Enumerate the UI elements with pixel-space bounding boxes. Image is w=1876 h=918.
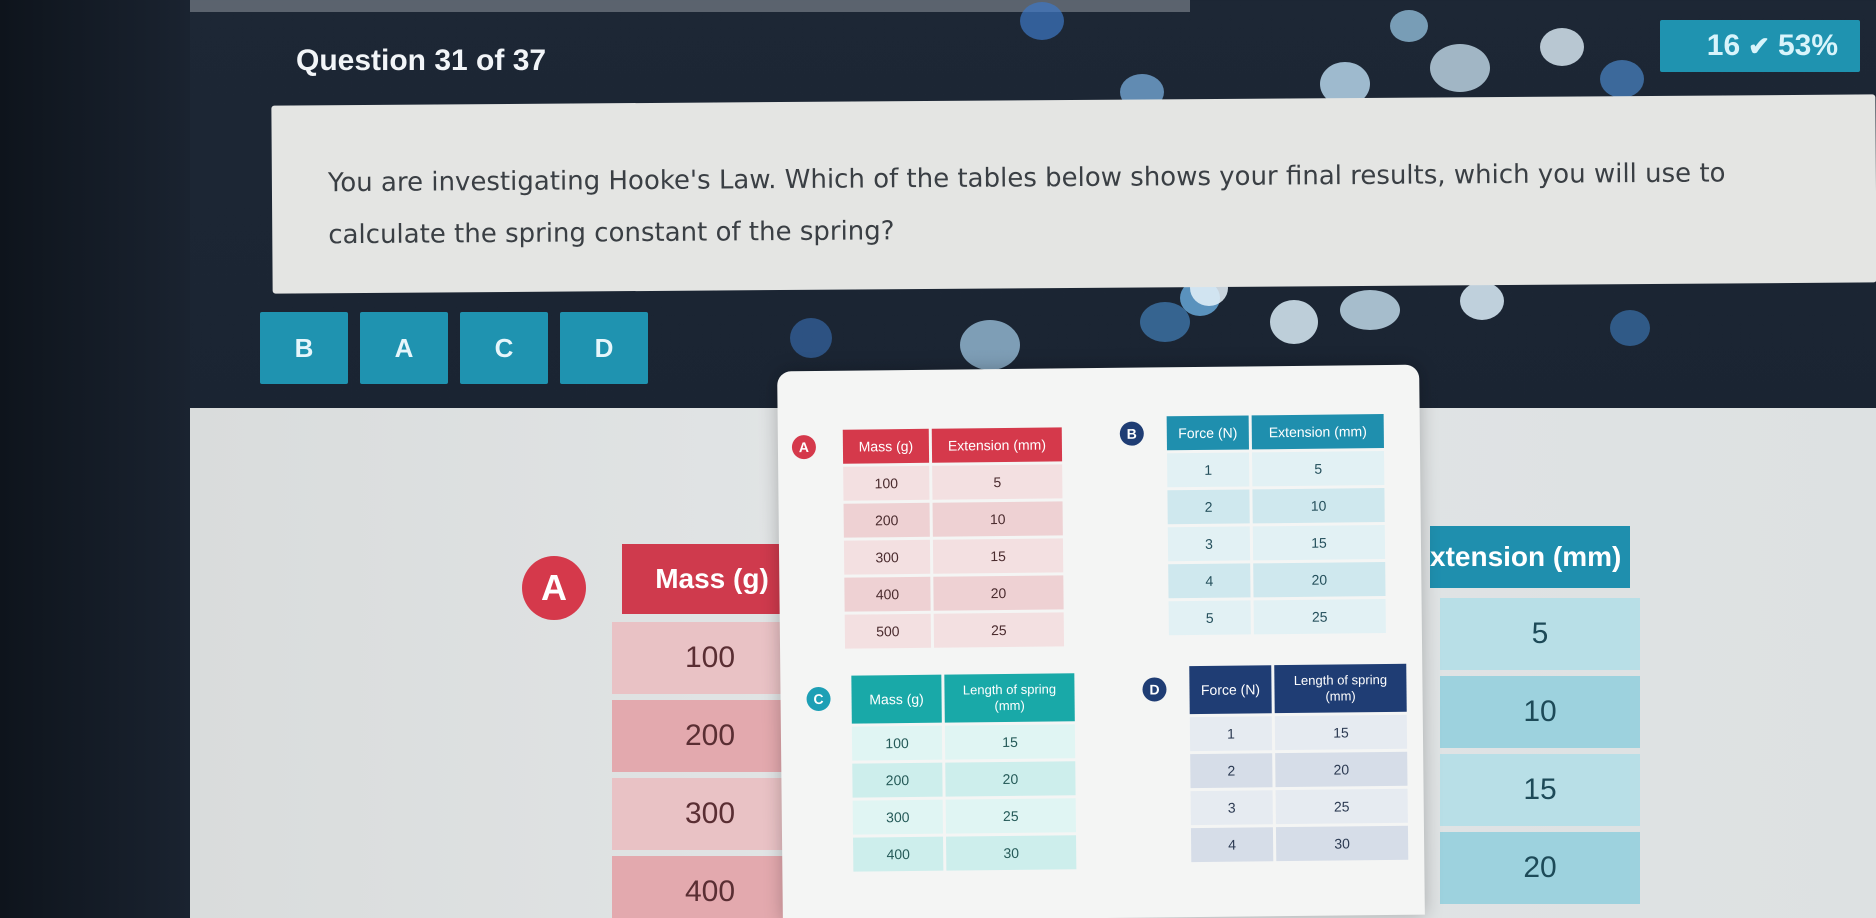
table-header: Force (N) bbox=[1189, 665, 1271, 714]
table-cell: 15 bbox=[1253, 525, 1385, 560]
bokeh-light bbox=[1610, 310, 1650, 346]
table-cell: 5 bbox=[932, 464, 1062, 499]
table-header: Length of spring (mm) bbox=[1274, 664, 1406, 713]
table-header: Mass (g) bbox=[843, 429, 929, 464]
tables-card bbox=[777, 365, 1425, 918]
table-cell: 300 bbox=[612, 778, 808, 850]
table-cell: 5 bbox=[1169, 600, 1251, 635]
table-cell: 3 bbox=[1191, 790, 1273, 825]
table-cell: 4 bbox=[1168, 563, 1250, 598]
table-cell: 200 bbox=[612, 700, 808, 772]
bokeh-light bbox=[1460, 282, 1504, 320]
table-cell: 3 bbox=[1168, 526, 1250, 561]
table-cell: 300 bbox=[844, 540, 930, 575]
table-cell: 1 bbox=[1190, 716, 1272, 751]
table-row bbox=[843, 464, 1062, 500]
table-cell: 4 bbox=[1191, 827, 1273, 862]
table-row bbox=[1191, 826, 1408, 862]
answer-button-d[interactable]: D bbox=[560, 312, 648, 384]
table-row bbox=[1168, 562, 1385, 598]
table-cell: 30 bbox=[1276, 826, 1408, 861]
table-b-header-large: xtension (mm) bbox=[1430, 526, 1630, 588]
table-row bbox=[1167, 451, 1384, 487]
table-d-badge: D bbox=[1142, 677, 1166, 701]
table-b-badge: B bbox=[1120, 422, 1144, 446]
table-cell: 25 bbox=[934, 612, 1064, 647]
table-c bbox=[813, 670, 1079, 874]
table-c-badge: C bbox=[806, 687, 830, 711]
table-row bbox=[844, 575, 1063, 611]
bokeh-light bbox=[1270, 300, 1318, 344]
table-b bbox=[1126, 411, 1389, 638]
bokeh-light bbox=[1390, 10, 1428, 42]
bokeh-light bbox=[1540, 28, 1584, 66]
table-cell: 20 bbox=[945, 761, 1075, 796]
table-cell: 2 bbox=[1167, 489, 1249, 524]
correct-count: 16 bbox=[1706, 29, 1741, 62]
table-row bbox=[1190, 752, 1407, 788]
table-header: Length of spring (mm) bbox=[944, 673, 1074, 722]
table-cell: 400 bbox=[853, 837, 943, 872]
table-b-column-large bbox=[1440, 598, 1640, 910]
table-d bbox=[1149, 661, 1411, 865]
table-cell: 25 bbox=[1254, 599, 1386, 634]
table-cell: 20 bbox=[1253, 562, 1385, 597]
bokeh-light bbox=[1340, 290, 1400, 330]
table-cell: 20 bbox=[1275, 752, 1407, 787]
table-row bbox=[844, 538, 1063, 574]
table-cell: 200 bbox=[844, 503, 930, 538]
table-row bbox=[1167, 488, 1384, 524]
percent-score: 53% bbox=[1777, 29, 1838, 62]
check-icon: ✔ bbox=[1748, 30, 1770, 61]
question-text: You are investigating Hooke's Law. Which of the tables below shows your final results, which you will use to calculate the spring constant of the spring? bbox=[327, 158, 1726, 251]
table-cell: 30 bbox=[946, 835, 1076, 870]
table-cell: 15 bbox=[1440, 754, 1640, 826]
table-a-column-large bbox=[612, 622, 808, 918]
question-counter: Question 31 of 37 bbox=[296, 44, 547, 77]
table-cell: 25 bbox=[946, 798, 1076, 833]
table-cell: 400 bbox=[612, 856, 808, 918]
table-cell: 15 bbox=[1275, 715, 1407, 750]
table-cell: 20 bbox=[1440, 832, 1640, 904]
table-cell: 100 bbox=[612, 622, 808, 694]
bokeh-light bbox=[960, 320, 1020, 370]
left-shadow bbox=[0, 0, 190, 918]
table-row bbox=[853, 798, 1076, 834]
bokeh-light bbox=[790, 318, 832, 358]
table-header: Extension (mm) bbox=[932, 427, 1062, 462]
table-cell: 10 bbox=[1440, 676, 1640, 748]
table-cell: 15 bbox=[945, 724, 1075, 759]
question-panel bbox=[271, 94, 1876, 293]
table-cell: 10 bbox=[1252, 488, 1384, 523]
answer-options bbox=[260, 312, 648, 384]
table-cell: 25 bbox=[1276, 789, 1408, 824]
table-cell: 100 bbox=[852, 726, 942, 761]
table-cell: 15 bbox=[933, 538, 1063, 573]
table-header: Extension (mm) bbox=[1252, 414, 1384, 449]
table-cell: 500 bbox=[845, 614, 931, 649]
table-cell: 200 bbox=[852, 763, 942, 798]
table-cell: 20 bbox=[933, 575, 1063, 610]
answer-button-b[interactable]: B bbox=[260, 312, 348, 384]
table-a-badge-large: A bbox=[522, 556, 586, 620]
table-a bbox=[798, 424, 1067, 651]
answer-button-c[interactable]: C bbox=[460, 312, 548, 384]
table-cell: 100 bbox=[843, 466, 929, 501]
bokeh-light bbox=[1600, 60, 1644, 98]
table-cell: 2 bbox=[1190, 753, 1272, 788]
table-row bbox=[852, 724, 1075, 760]
table-row bbox=[844, 501, 1063, 537]
answer-button-a[interactable]: A bbox=[360, 312, 448, 384]
table-header: Mass (g) bbox=[851, 675, 941, 724]
table-cell: 400 bbox=[844, 577, 930, 612]
table-row bbox=[1191, 789, 1408, 825]
table-row bbox=[1190, 715, 1407, 751]
table-row bbox=[853, 835, 1076, 871]
progress-badge bbox=[1660, 20, 1860, 72]
table-cell: 5 bbox=[1440, 598, 1640, 670]
table-cell: 5 bbox=[1252, 451, 1384, 486]
bokeh-light bbox=[1430, 44, 1490, 92]
table-cell: 10 bbox=[933, 501, 1063, 536]
table-cell: 300 bbox=[853, 800, 943, 835]
table-row bbox=[845, 612, 1064, 648]
table-header: Force (N) bbox=[1167, 415, 1249, 450]
table-a-header-large: Mass (g) bbox=[622, 544, 802, 614]
table-a-badge: A bbox=[792, 435, 816, 459]
bokeh-light bbox=[1140, 302, 1190, 342]
table-row bbox=[852, 761, 1075, 797]
bokeh-light bbox=[1020, 2, 1064, 40]
table-row bbox=[1168, 525, 1385, 561]
table-cell: 1 bbox=[1167, 452, 1249, 487]
table-row bbox=[1169, 599, 1386, 635]
